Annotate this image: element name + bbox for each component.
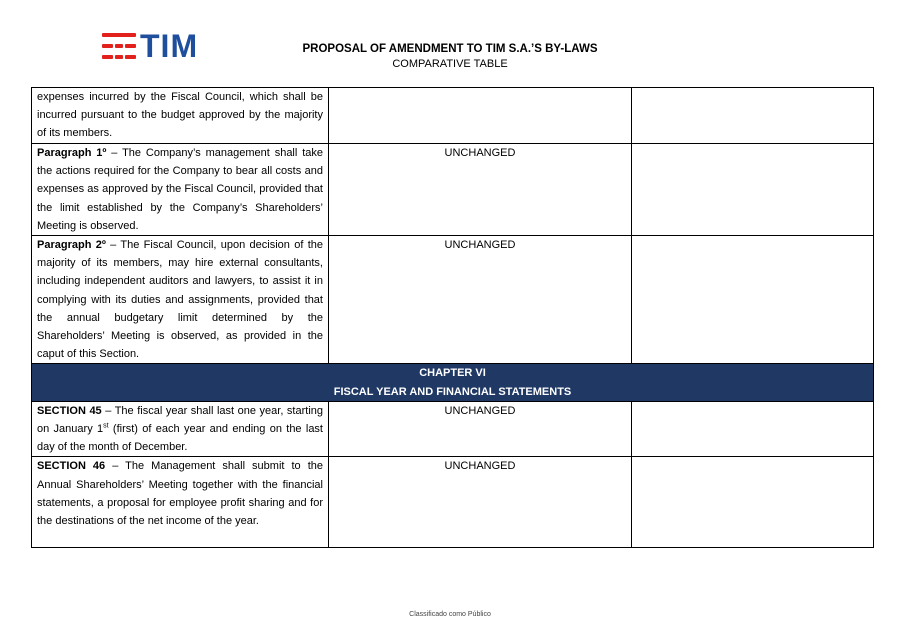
table-row [32,457,874,548]
justification-cell [632,88,874,144]
table-row [32,144,874,236]
justification-cell [632,144,874,236]
proposal-cell: UNCHANGED [329,144,632,236]
proposal-cell: UNCHANGED [329,401,632,457]
original-text-cell: SECTION 45 – The fiscal year shall last one year, starting on January 1st (first) of each year and ending on the last day of the month of December. [32,401,329,457]
chapter-number: CHAPTER VI [419,367,486,380]
paragraph-label: Paragraph 1º [37,147,107,159]
document-subtitle: COMPARATIVE TABLE [392,58,508,70]
document-title: PROPOSAL OF AMENDMENT TO TIM S.A.’S BY-LAWS [302,43,598,55]
original-text-cell: Paragraph 2º – The Fiscal Council, upon decision of the majority of its members, may hire external consultants, including independent auditors and lawyers, to assist it in complying with its duties and assignments, provided that the annual budgetary limit determined by the Shareholders’ Meeting is observed, as provided in the caput of this Section. [32,236,329,364]
justification-cell [632,457,874,548]
original-text-cell: SECTION 46 – The Management shall submit to the Annual Shareholders’ Meeting together with the financial statements, a proposal for employee profit sharing and for the destinations of the net income of the year. [32,457,329,548]
original-text-cell: expenses incurred by the Fiscal Council, which shall be incurred pursuant to the budget approved by the majority of its members. [32,88,329,144]
original-text-cell: Paragraph 1º – The Company’s management shall take the actions required for the Company to bear all costs and expenses as approved by the Fiscal Council, provided that the limit established by the Company’s Shareholders’ Meeting is observed. [32,144,329,236]
logo-wordmark: TIM [140,28,199,64]
justification-cell [632,401,874,457]
table-row [32,236,874,364]
proposal-cell: UNCHANGED [329,457,632,548]
chapter-header-row [32,364,874,401]
tim-logo-bars-icon [102,32,136,60]
section-label: SECTION 46 [37,460,106,473]
section-label: SECTION 45 [37,404,102,417]
tim-logo [102,28,199,64]
table-row [32,401,874,457]
table-row [32,88,874,144]
chapter-title: FISCAL YEAR AND FINANCIAL STATEMENTS [333,385,572,398]
justification-cell [632,236,874,364]
comparative-table [31,87,874,548]
chapter-heading [32,364,874,401]
proposal-cell: UNCHANGED [329,236,632,364]
paragraph-label: Paragraph 2º [37,239,106,252]
proposal-cell [329,88,632,144]
classification-footer: Classificado como Público [409,611,491,618]
